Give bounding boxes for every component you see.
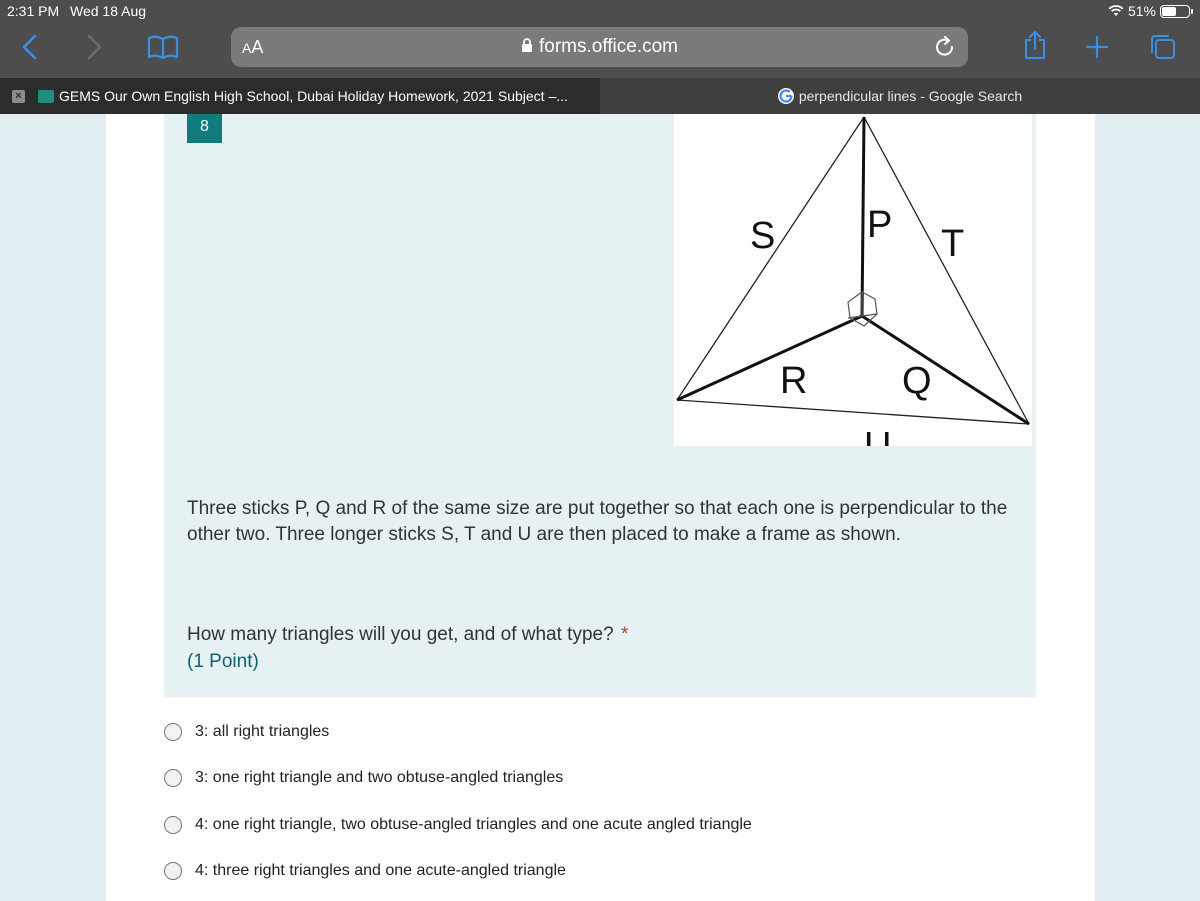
back-icon[interactable] (20, 34, 40, 60)
option-label: 3: all right triangles (195, 723, 330, 740)
stick-q-line (862, 316, 1029, 424)
radio-button[interactable] (164, 816, 182, 834)
battery-percent: 51% (1127, 3, 1156, 19)
question-points: (1 Point) (187, 651, 259, 672)
label-q: Q (902, 360, 932, 402)
new-tab-icon[interactable] (1085, 35, 1109, 59)
label-s: S (750, 215, 776, 257)
address-bar[interactable] (231, 27, 968, 67)
reader-text-size-button[interactable]: AA (242, 37, 264, 57)
tab-gems-homework[interactable] (0, 78, 600, 114)
status-bar (0, 0, 1200, 22)
status-time: 2:31 PM (7, 3, 60, 19)
lock-icon (521, 38, 533, 53)
required-mark: * (620, 624, 629, 645)
browser-toolbar (0, 22, 1200, 78)
wifi-icon (1108, 5, 1124, 17)
google-favicon-icon (778, 88, 794, 104)
radio-button[interactable] (164, 862, 182, 880)
stick-u-line (677, 400, 1029, 424)
status-right (1108, 3, 1190, 19)
radio-button[interactable] (164, 723, 182, 741)
radio-button[interactable] (164, 769, 182, 787)
label-r: R (780, 360, 808, 402)
label-p: P (867, 204, 893, 246)
url-display[interactable] (231, 36, 968, 58)
bookmarks-icon[interactable] (147, 34, 179, 60)
option-3[interactable] (164, 816, 752, 834)
stick-t-line (864, 117, 1029, 424)
tabs-icon[interactable] (1149, 33, 1177, 61)
stick-p-line (862, 117, 864, 316)
question-text: Three sticks P, Q and R of the same size are put together so that each one is perpendicular to the other two. Three longer sticks S, T and U are then placed to make a frame as shown. (187, 498, 1008, 545)
question-diagram (674, 114, 1032, 446)
option-label: 4: one right triangle, two obtuse-angled triangles and one acute angled triangle (195, 816, 752, 833)
label-u: U (864, 425, 892, 446)
battery-icon (1160, 5, 1190, 18)
forward-icon[interactable] (84, 34, 104, 60)
forms-favicon-icon (38, 90, 54, 103)
tab-title: perpendicular lines - Google Search (798, 88, 1023, 104)
reload-icon[interactable] (934, 35, 956, 59)
url-text: forms.office.com (538, 36, 679, 57)
close-icon[interactable]: × (12, 90, 25, 103)
share-icon[interactable] (1023, 30, 1047, 60)
option-4[interactable] (164, 862, 566, 880)
label-t: T (941, 223, 965, 265)
option-label: 3: one right triangle and two obtuse-angled triangles (195, 769, 564, 786)
option-1[interactable] (164, 723, 329, 741)
tab-bar (0, 78, 1200, 114)
status-date: Wed 18 Aug (70, 3, 147, 19)
option-label: 4: three right triangles and one acute-angled triangle (195, 862, 566, 879)
tab-title: GEMS Our Own English High School, Dubai Holiday Homework, 2021 Subject –... (59, 88, 568, 104)
question-prompt: How many triangles will you get, and of what type? * (187, 624, 629, 645)
question-number: 8 (187, 114, 222, 143)
option-2[interactable] (164, 769, 563, 787)
tab-google-search[interactable] (600, 78, 1200, 114)
